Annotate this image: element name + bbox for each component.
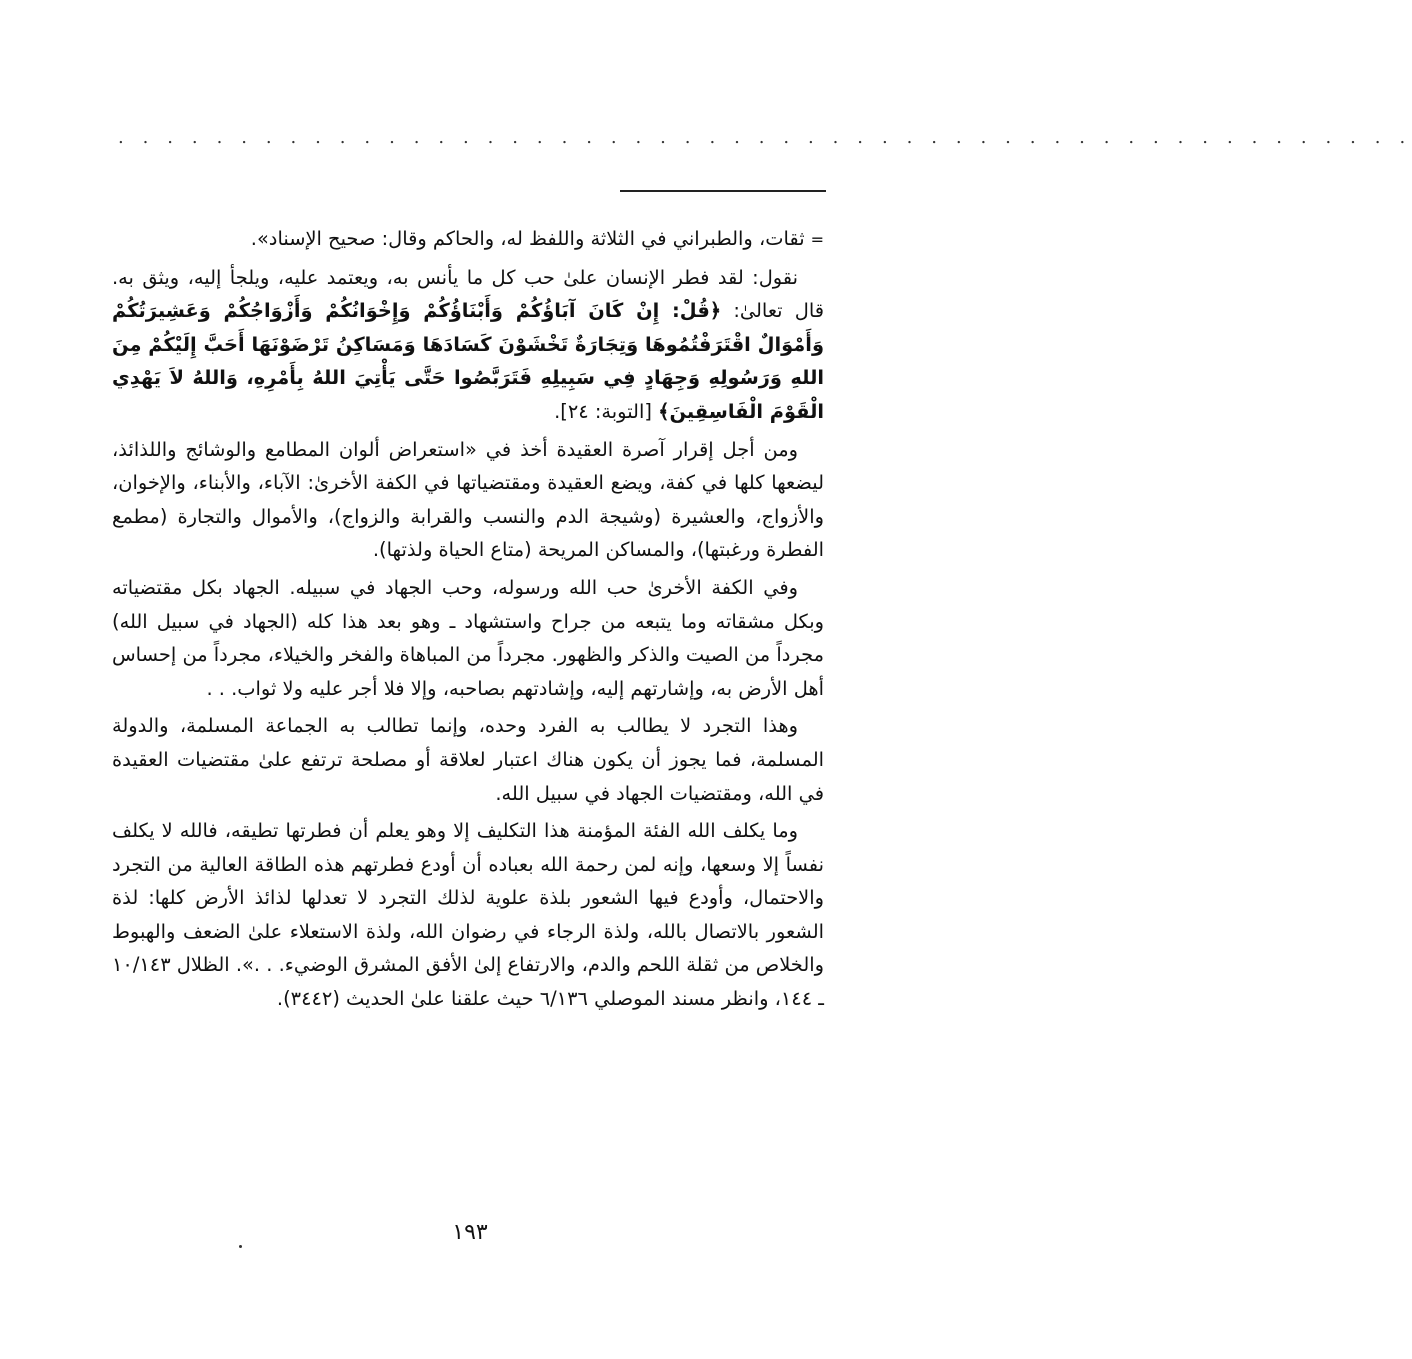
footnote-paragraph (112, 222, 824, 257)
quran-verse: ﴿قُلْ: إِنْ كَانَ آبَاؤُكُمْ وَأَبْنَاؤُكُمْ وَإِخْوَانُكُمْ وَأَزْوَاجُكُمْ وَعَشِيرَتُكُمْ وَأَمْوَالٌ اقْتَرَفْتُمُوهَا وَتِجَارَةٌ تَخْشَوْنَ كَسَادَهَا وَمَسَاكِنُ تَرْضَوْنَهَا أَحَبَّ إِلَيْكُمْ مِنَ اللهِ وَرَسُولِهِ وَجِهَادٍ فِي سَبِيلِهِ فَتَرَبَّصُوا حَتَّى يَأْتِيَ اللهُ بِأَمْرِهِ، وَاللهُ لاَ يَهْدِي الْقَوْمَ الْفَاسِقِينَ﴾ (112, 299, 824, 423)
footnote-paragraph (112, 433, 824, 567)
page-number: ١٩٣ (452, 1220, 488, 1245)
print-speck (239, 1245, 242, 1248)
footnote-paragraph (112, 709, 824, 810)
paragraph-text: [التوبة: ٢٤]. (554, 399, 659, 423)
footnote-block (112, 222, 824, 1016)
footnote-paragraph (112, 571, 824, 705)
paragraph-text: ومن أجل إقرار آصرة العقيدة أخذ في «استعراض ألوان المطامع والوشائج واللذائذ، ليضعها كلها في كفة، ويضع العقيدة ومقتضياتها في الكفة الأخرىٰ: الآباء، والأبناء، والإخوان، والأزواج، والعشيرة (وشيجة الدم والنسب والقرابة والزواج)، والأموال والتجارة (مطمع الفطرة ورغبتها)، والمساكن المريحة (متاع الحياة ولذتها). (112, 437, 824, 562)
footnote-paragraph (112, 261, 824, 429)
footnote-paragraph (112, 814, 824, 1016)
paragraph-text: وفي الكفة الأخرىٰ حب الله ورسوله، وحب الجهاد في سبيله. الجهاد بكل مقتضياته وبكل مشقاته وما يتبعه من جراح واستشهاد ـ وهو بعد هذا كله (الجهاد في سبيل الله) مجرداً من الصيت والذكر والظهور. مجرداً من المباهاة والفخر والخيلاء، مجرداً من إحساس أهل الأرض به، وإشارتهم إليه، وإشادتهم بصاحبه، وإلا فلا أجر عليه ولا ثواب. . . (112, 575, 824, 700)
paragraph-text: نقول: لقد فطر الإنسان علىٰ حب كل ما يأنس به، ويعتمد عليه، ويلجأ إليه، ويثق به. قال تعالىٰ: (112, 265, 825, 323)
section-separator-dots: . . . . . . . . . . . . . . . . . . . . . . . . . . . . . . . . . . . . . . . . . . . . . . . . . . . . . (118, 127, 1412, 148)
paragraph-text: ثقات، والطبراني في الثلاثة واللفظ له، والحاكم وقال: صحيح الإسناد». (250, 227, 805, 250)
footnote-rule (620, 190, 826, 192)
continuation-mark: = (810, 230, 824, 249)
paragraph-text: وهذا التجرد لا يطالب به الفرد وحده، وإنما تطالب به الجماعة المسلمة، والدولة المسلمة، فما يجوز أن يكون هناك اعتبار لعلاقة أو مصلحة ترتفع علىٰ مقتضيات العقيدة في الله، ومقتضيات الجهاد في سبيل الله. (112, 714, 824, 805)
paragraph-text: وما يكلف الله الفئة المؤمنة هذا التكليف إلا وهو يعلم أن فطرتها تطيقه، فالله لا يكلف نفساً إلا وسعها، وإنه لمن رحمة الله بعباده أن أودع فطرتهم هذه الطاقة العالية من التجرد والاحتمال، وأودع فيها الشعور بلذة علوية لذلك التجرد لا تعدلها لذائذ الأرض كلها: لذة الشعور بالاتصال بالله، ولذة الرجاء في رضوان الله، ولذة الاستعلاء علىٰ الضعف والهبوط والخلاص من ثقلة اللحم والدم، والارتفاع إلىٰ الأفق المشرق الوضيء. . .». الظلال ١٠/١٤٣ ـ ١٤٤، وانظر مسند الموصلي ٦/١٣٦ حيث علقنا علىٰ الحديث (٣٤٤٢). (112, 819, 824, 1011)
